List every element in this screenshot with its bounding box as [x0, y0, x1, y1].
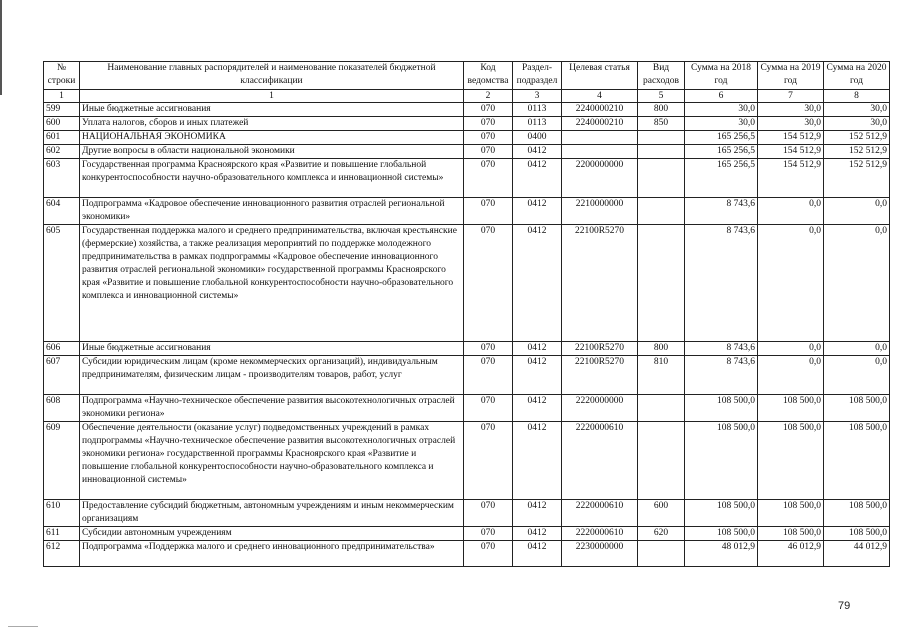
table-row: [44, 527, 890, 541]
cell-section: 0412: [513, 225, 562, 342]
column-number-row: [44, 90, 890, 103]
cell-department-code: 070: [464, 225, 513, 342]
cell-sum-2018: 8 743,6: [685, 225, 758, 342]
cell-row-number: 604: [44, 198, 80, 225]
cell-sum-2020: 108 500,0: [824, 500, 890, 527]
cell-section: 0412: [513, 198, 562, 225]
cell-sum-2018: 165 256,5: [685, 145, 758, 159]
cell-row-number: 606: [44, 342, 80, 356]
cell-sum-2018: 108 500,0: [685, 500, 758, 527]
header-sum-2018: Сумма на 2018 год: [685, 62, 758, 90]
cell-department-code: 070: [464, 159, 513, 198]
cell-row-number: 609: [44, 422, 80, 500]
cell-target-article: 22100R5270: [562, 342, 638, 356]
cell-name: Государственная программа Красноярского края «Развитие и повышение глобальной конкурентоспособности научно-образовательного комплекса и инновационной системы»: [80, 159, 464, 198]
column-number: 5: [638, 90, 685, 103]
cell-row-number: 602: [44, 145, 80, 159]
cell-sum-2019: 0,0: [758, 198, 824, 225]
cell-sum-2020: 30,0: [824, 117, 890, 131]
cell-sum-2020: 0,0: [824, 356, 890, 395]
cell-target-article: 22100R5270: [562, 356, 638, 395]
cell-name: Иные бюджетные ассигнования: [80, 342, 464, 356]
cell-expense-type: [638, 198, 685, 225]
cell-target-article: 2220000610: [562, 500, 638, 527]
cell-sum-2019: 0,0: [758, 342, 824, 356]
cell-sum-2019: 154 512,9: [758, 159, 824, 198]
table-row: [44, 395, 890, 422]
cell-department-code: 070: [464, 103, 513, 117]
table-row: [44, 500, 890, 527]
cell-target-article: 2210000000: [562, 198, 638, 225]
cell-section: 0412: [513, 527, 562, 541]
cell-sum-2019: 46 012,9: [758, 541, 824, 567]
cell-department-code: 070: [464, 131, 513, 145]
column-number: 1: [80, 90, 464, 103]
cell-sum-2020: 152 512,9: [824, 159, 890, 198]
cell-sum-2019: 30,0: [758, 103, 824, 117]
cell-row-number: 608: [44, 395, 80, 422]
cell-sum-2018: 8 743,6: [685, 198, 758, 225]
cell-row-number: 601: [44, 131, 80, 145]
page-number: 79: [838, 600, 851, 612]
cell-department-code: 070: [464, 117, 513, 131]
cell-section: 0412: [513, 159, 562, 198]
cell-sum-2019: 154 512,9: [758, 131, 824, 145]
cell-section: 0412: [513, 422, 562, 500]
cell-sum-2020: 108 500,0: [824, 422, 890, 500]
scan-edge-line: [0, 0, 2, 95]
table-row: [44, 225, 890, 342]
table-row: [44, 541, 890, 567]
cell-name: Уплата налогов, сборов и иных платежей: [80, 117, 464, 131]
cell-expense-type: 850: [638, 117, 685, 131]
cell-department-code: 070: [464, 422, 513, 500]
cell-sum-2020: 44 012,9: [824, 541, 890, 567]
table-row: [44, 131, 890, 145]
cell-expense-type: 800: [638, 103, 685, 117]
cell-target-article: 2230000000: [562, 541, 638, 567]
table-row: [44, 342, 890, 356]
cell-expense-type: [638, 159, 685, 198]
cell-sum-2019: 154 512,9: [758, 145, 824, 159]
header-section: Раздел-подраздел: [513, 62, 562, 90]
header-sum-2019: Сумма на 2019 год: [758, 62, 824, 90]
column-number: 8: [824, 90, 890, 103]
table-row: [44, 198, 890, 225]
cell-section: 0412: [513, 541, 562, 567]
cell-sum-2018: 30,0: [685, 103, 758, 117]
scan-mark: [8, 626, 38, 627]
cell-sum-2019: 108 500,0: [758, 500, 824, 527]
table-row: [44, 103, 890, 117]
cell-sum-2020: 108 500,0: [824, 395, 890, 422]
cell-row-number: 603: [44, 159, 80, 198]
header-expense-type: Вид расходов: [638, 62, 685, 90]
cell-name: Обеспечение деятельности (оказание услуг) подведомственных учреждений в рамках подпрограммы «Научно-техническое обеспечение развития высокотехнологичных отраслей экономики региона» государственной программы Красноярского края «Развитие и повышение глобальной конкурентоспособности научно-образовательного комплекса и инновационной системы»: [80, 422, 464, 500]
cell-sum-2019: 108 500,0: [758, 527, 824, 541]
cell-sum-2018: 48 012,9: [685, 541, 758, 567]
cell-department-code: 070: [464, 500, 513, 527]
cell-sum-2018: 165 256,5: [685, 159, 758, 198]
cell-sum-2020: 108 500,0: [824, 527, 890, 541]
cell-sum-2019: 108 500,0: [758, 395, 824, 422]
cell-target-article: 2200000000: [562, 159, 638, 198]
cell-name: Другие вопросы в области национальной экономики: [80, 145, 464, 159]
cell-department-code: 070: [464, 527, 513, 541]
cell-name: Государственная поддержка малого и среднего предпринимательства, включая крестьянские (фермерские) хозяйства, а также реализация мероприятий по поддержке молодежного предпринимательства в рамках подпрограммы «Кадровое обеспечение инновационного развития отраслей региональной экономики» государственной программы Красноярского края «Развитие и повышение глобальной конкурентоспособности научно-образовательного комплекса и инновационной системы»: [80, 225, 464, 342]
cell-expense-type: 620: [638, 527, 685, 541]
header-row-number: № строки: [44, 62, 80, 90]
cell-sum-2018: 8 743,6: [685, 342, 758, 356]
cell-expense-type: [638, 131, 685, 145]
cell-target-article: [562, 131, 638, 145]
cell-section: 0400: [513, 131, 562, 145]
table-row: [44, 145, 890, 159]
cell-section: 0412: [513, 500, 562, 527]
cell-target-article: 2220000610: [562, 422, 638, 500]
cell-department-code: 070: [464, 356, 513, 395]
cell-expense-type: [638, 541, 685, 567]
cell-expense-type: 800: [638, 342, 685, 356]
cell-target-article: 2240000210: [562, 103, 638, 117]
cell-section: 0113: [513, 117, 562, 131]
cell-row-number: 612: [44, 541, 80, 567]
cell-sum-2020: 0,0: [824, 225, 890, 342]
cell-section: 0113: [513, 103, 562, 117]
cell-sum-2018: 165 256,5: [685, 131, 758, 145]
cell-name: НАЦИОНАЛЬНАЯ ЭКОНОМИКА: [80, 131, 464, 145]
cell-target-article: 2220000000: [562, 395, 638, 422]
header-sum-2020: Сумма на 2020 год: [824, 62, 890, 90]
cell-name: Иные бюджетные ассигнования: [80, 103, 464, 117]
cell-sum-2020: 0,0: [824, 342, 890, 356]
table-row: [44, 356, 890, 395]
cell-sum-2018: 108 500,0: [685, 422, 758, 500]
column-number: 3: [513, 90, 562, 103]
cell-sum-2019: 0,0: [758, 356, 824, 395]
cell-department-code: 070: [464, 342, 513, 356]
table-row: [44, 422, 890, 500]
cell-name: Субсидии автономным учреждениям: [80, 527, 464, 541]
cell-section: 0412: [513, 145, 562, 159]
cell-sum-2020: 30,0: [824, 103, 890, 117]
cell-row-number: 611: [44, 527, 80, 541]
column-number: 7: [758, 90, 824, 103]
cell-department-code: 070: [464, 541, 513, 567]
column-number: 1: [44, 90, 80, 103]
column-number: 2: [464, 90, 513, 103]
cell-expense-type: 600: [638, 500, 685, 527]
cell-sum-2018: 108 500,0: [685, 527, 758, 541]
cell-row-number: 599: [44, 103, 80, 117]
cell-name: Субсидии юридическим лицам (кроме некоммерческих организаций), индивидуальным предпринимателям, физическим лицам - производителям товаров, работ, услуг: [80, 356, 464, 395]
cell-row-number: 607: [44, 356, 80, 395]
cell-sum-2018: 30,0: [685, 117, 758, 131]
cell-sum-2020: 0,0: [824, 198, 890, 225]
header-department-code: Код ведомства: [464, 62, 513, 90]
cell-expense-type: [638, 422, 685, 500]
cell-sum-2018: 108 500,0: [685, 395, 758, 422]
cell-name: Подпрограмма «Научно-техническое обеспечение развития высокотехнологичных отраслей экономики региона»: [80, 395, 464, 422]
table-row: [44, 117, 890, 131]
cell-name: Подпрограмма «Кадровое обеспечение инновационного развития отраслей региональной экономики»: [80, 198, 464, 225]
cell-target-article: [562, 145, 638, 159]
cell-department-code: 070: [464, 395, 513, 422]
header-target-article: Целевая статья: [562, 62, 638, 90]
cell-sum-2019: 0,0: [758, 225, 824, 342]
cell-sum-2020: 152 512,9: [824, 145, 890, 159]
cell-sum-2020: 152 512,9: [824, 131, 890, 145]
header-name: Наименование главных распорядителей и наименование показателей бюджетной классификации: [80, 62, 464, 90]
cell-target-article: 2220000610: [562, 527, 638, 541]
cell-target-article: 22100R5270: [562, 225, 638, 342]
cell-expense-type: [638, 395, 685, 422]
cell-sum-2019: 108 500,0: [758, 422, 824, 500]
cell-section: 0412: [513, 356, 562, 395]
cell-target-article: 2240000210: [562, 117, 638, 131]
cell-expense-type: [638, 225, 685, 342]
cell-name: Предоставление субсидий бюджетным, автономным учреждениям и иным некоммерческим организациям: [80, 500, 464, 527]
cell-sum-2019: 30,0: [758, 117, 824, 131]
budget-table: [43, 61, 890, 567]
cell-name: Подпрограмма «Поддержка малого и среднего инновационного предпринимательства»: [80, 541, 464, 567]
cell-sum-2018: 8 743,6: [685, 356, 758, 395]
table-header-row: [44, 62, 890, 90]
cell-row-number: 600: [44, 117, 80, 131]
cell-expense-type: 810: [638, 356, 685, 395]
cell-section: 0412: [513, 395, 562, 422]
cell-department-code: 070: [464, 145, 513, 159]
cell-expense-type: [638, 145, 685, 159]
column-number: 6: [685, 90, 758, 103]
cell-row-number: 610: [44, 500, 80, 527]
cell-section: 0412: [513, 342, 562, 356]
column-number: 4: [562, 90, 638, 103]
table-row: [44, 159, 890, 198]
cell-department-code: 070: [464, 198, 513, 225]
cell-row-number: 605: [44, 225, 80, 342]
